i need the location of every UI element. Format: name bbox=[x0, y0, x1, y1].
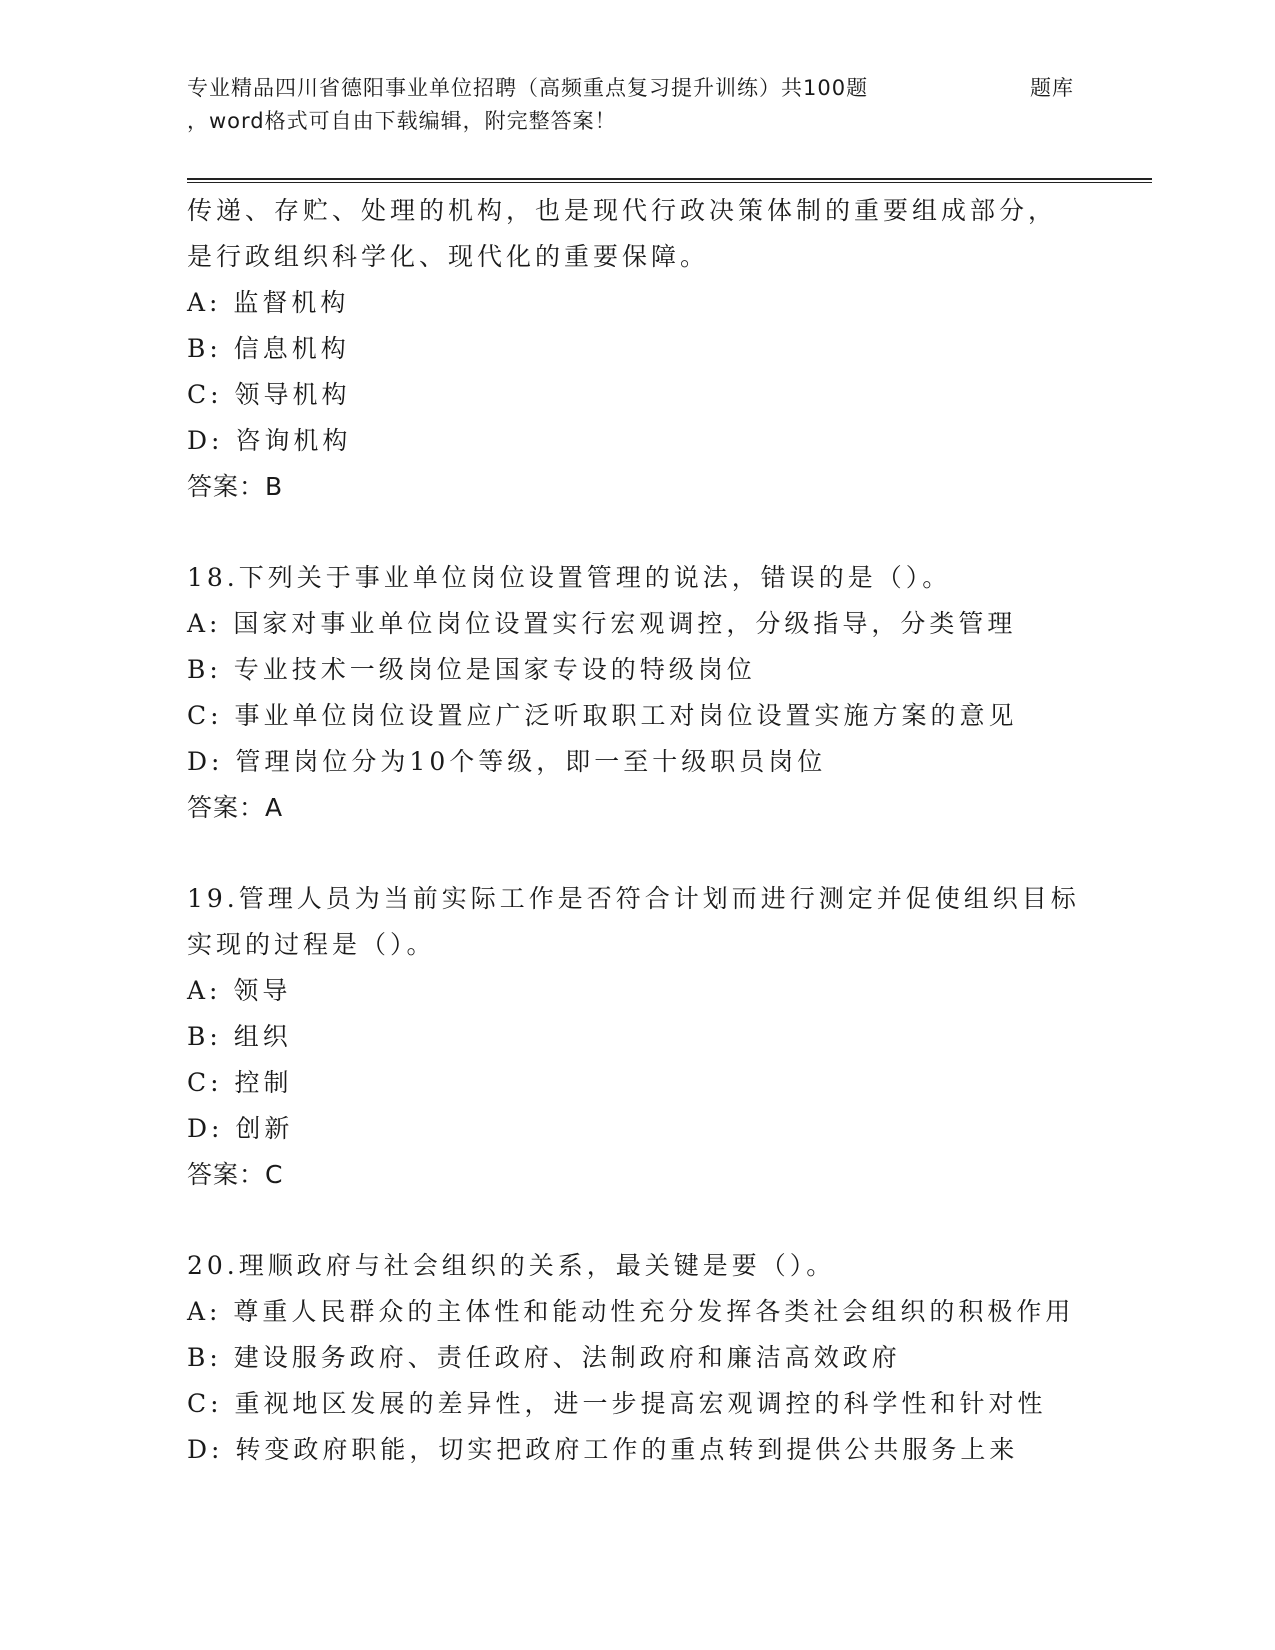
option-b: B: 专业技术一级岗位是国家专设的特级岗位 bbox=[187, 655, 756, 684]
header-line-1 bbox=[187, 72, 1147, 105]
option-a: A: 监督机构 bbox=[187, 288, 350, 317]
option-c: C: 领导机构 bbox=[187, 380, 351, 409]
option-b: B: 建设服务政府、责任政府、法制政府和廉洁高效政府 bbox=[187, 1343, 901, 1372]
option-c: C: 重视地区发展的差异性，进一步提高宏观调控的科学性和针对性 bbox=[187, 1389, 1047, 1418]
option-a: A: 尊重人民群众的主体性和能动性充分发挥各类社会组织的积极作用 bbox=[187, 1297, 1075, 1326]
question-17 bbox=[187, 188, 1147, 510]
answer: 答案：B bbox=[187, 472, 284, 501]
option-d: D: 咨询机构 bbox=[187, 426, 352, 455]
question-stem: 是行政组织科学化、现代化的重要保障。 bbox=[187, 242, 710, 271]
question-19 bbox=[187, 876, 1147, 1198]
question-stem: 19.管理人员为当前实际工作是否符合计划而进行测定并促使组织目标 bbox=[187, 884, 1080, 913]
option-c: C: 事业单位岗位设置应广泛听取职工对岗位设置实施方案的意见 bbox=[187, 701, 1018, 730]
option-d: D: 管理岗位分为10个等级，即一至十级职员岗位 bbox=[187, 747, 827, 776]
answer: 答案：C bbox=[187, 1160, 284, 1189]
option-a: A: 领导 bbox=[187, 976, 292, 1005]
option-a: A: 国家对事业单位岗位设置实行宏观调控，分级指导，分类管理 bbox=[187, 609, 1017, 638]
header-divider-thin bbox=[187, 182, 1152, 183]
document-header bbox=[187, 72, 1147, 138]
answer: 答案：A bbox=[187, 793, 284, 822]
option-b: B: 组织 bbox=[187, 1022, 292, 1051]
question-stem: 实现的过程是（）。 bbox=[187, 930, 436, 959]
option-d: D: 创新 bbox=[187, 1114, 294, 1143]
question-20 bbox=[187, 1243, 1147, 1473]
header-tag: 题库 bbox=[1030, 76, 1074, 100]
option-b: B: 信息机构 bbox=[187, 334, 350, 363]
option-d: D: 转变政府职能，切实把政府工作的重点转到提供公共服务上来 bbox=[187, 1435, 1019, 1464]
question-stem: 18.下列关于事业单位岗位设置管理的说法，错误的是（）。 bbox=[187, 563, 952, 592]
question-18 bbox=[187, 555, 1147, 831]
question-gap bbox=[187, 1198, 1147, 1243]
header-divider-thick bbox=[187, 178, 1152, 180]
question-stem: 20.理顺政府与社会组织的关系，最关键是要（）。 bbox=[187, 1251, 836, 1280]
question-gap bbox=[187, 831, 1147, 876]
header-title: 专业精品四川省德阳事业单位招聘（高频重点复习提升训练）共100题 bbox=[187, 76, 869, 100]
option-c: C: 控制 bbox=[187, 1068, 293, 1097]
question-content bbox=[187, 188, 1147, 1473]
header-subtitle: ，word格式可自由下载编辑，附完整答案！ bbox=[187, 109, 617, 133]
question-stem: 传递、存贮、处理的机构，也是现代行政决策体制的重要组成部分， bbox=[187, 196, 1058, 225]
question-gap bbox=[187, 510, 1147, 555]
